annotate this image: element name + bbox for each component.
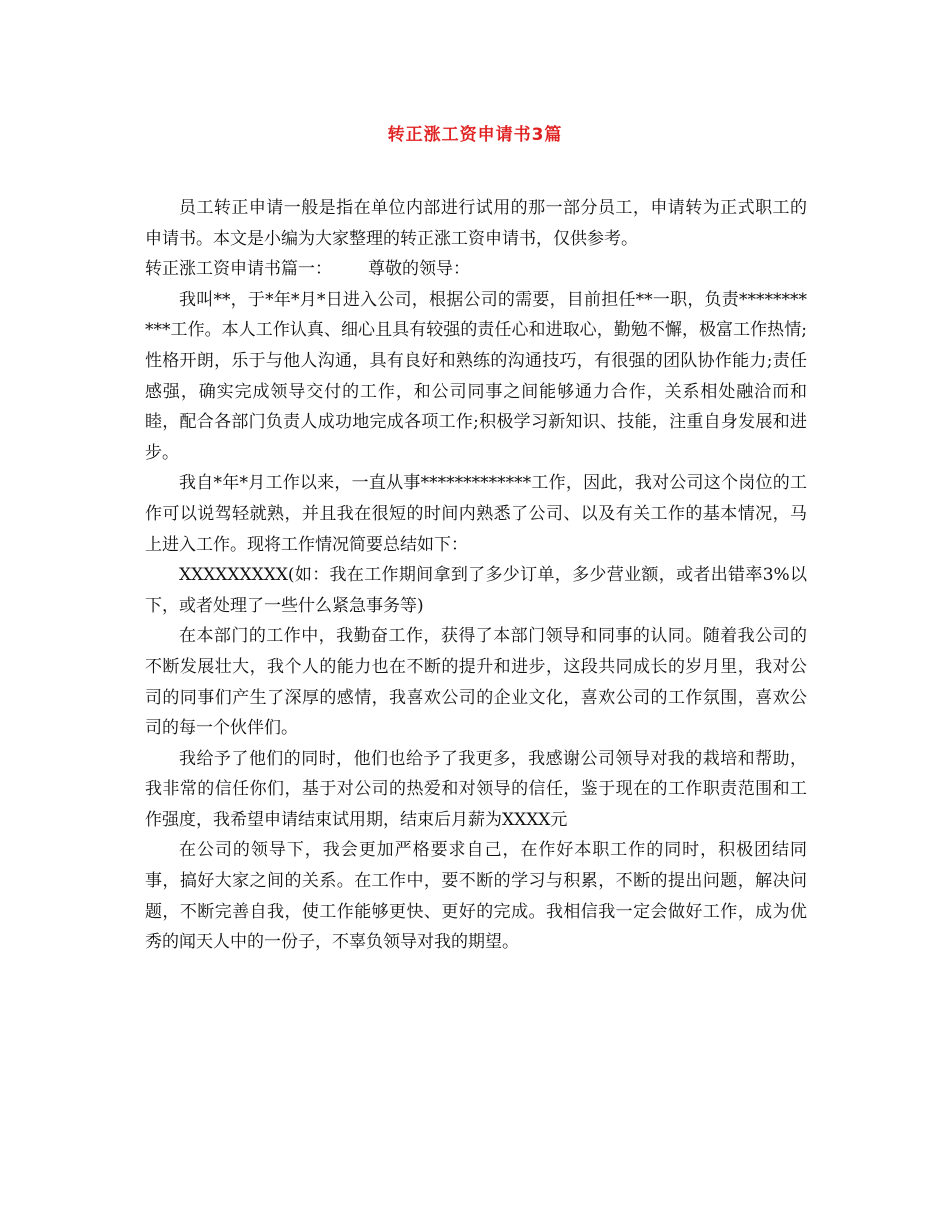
section-heading: 转正涨工资申请书篇一： (145, 259, 332, 280)
body-paragraph-3: XXXXXXXXX(如：我在工作期间拿到了多少订单，多少营业额，或者出错率3%以下，或者处理了一些什么紧急事务等) (145, 565, 807, 616)
body-paragraph-1: 我叫**，于*年*月*日进入公司，根据公司的需要，目前担任**一职，负责***********工作。本人工作认真、细心且具有较强的责任心和进取心，勤勉不懈，极富工作热情;性格开朗，乐于与他人沟通，具有良好和熟练的沟通技巧，有很强的团队协作能力;责任感强，确实完成领导交付的工作，和公司同事之间能够通力合作，关系相处融洽而和睦，配合各部门负责人成功地完成各项工作;积极学习新知识、技能，注重自身发展和进步。 (145, 289, 807, 463)
body-paragraph-2: 我自*年*月工作以来，一直从事*************工作，因此，我对公司这个岗位的工作可以说驾轻就熟，并且我在很短的时间内熟悉了公司、以及有关工作的基本情况，马上进入工作。现将工作情况简要总结如下： (145, 473, 807, 555)
intro-paragraph: 员工转正申请一般是指在单位内部进行试用的那一部分员工，申请转为正式职工的申请书。本文是小编为大家整理的转正涨工资申请书，仅供参考。 (145, 198, 807, 249)
salutation: 尊敬的领导： (368, 259, 470, 280)
body-paragraph-6: 在公司的领导下，我会更加严格要求自己，在作好本职工作的同时，积极团结同事，搞好大家之间的关系。在工作中，要不断的学习与积累，不断的提出问题，解决问题，不断完善自我，使工作能够更快、更好的完成。我相信我一定会做好工作，成为优秀的闻天人中的一份子，不辜负领导对我的期望。 (145, 840, 807, 953)
section-heading-line (145, 254, 807, 285)
body-paragraph-5: 我给予了他们的同时，他们也给予了我更多，我感谢公司领导对我的栽培和帮助，我非常的信任你们，基于对公司的热爱和对领导的信任，鉴于现在的工作职责范围和工作强度，我希望申请结束试用期，结束后月薪为XXXX元 (145, 748, 807, 830)
document-body (145, 193, 807, 958)
document-title: 转正涨工资申请书3篇 (387, 125, 563, 145)
body-paragraph-4: 在本部门的工作中，我勤奋工作，获得了本部门领导和同事的认同。随着我公司的不断发展壮大，我个人的能力也在不断的提升和进步，这段共同成长的岁月里，我对公司的同事们产生了深厚的感情，我喜欢公司的企业文化，喜欢公司的工作氛围，喜欢公司的每一个伙伴们。 (145, 626, 807, 739)
